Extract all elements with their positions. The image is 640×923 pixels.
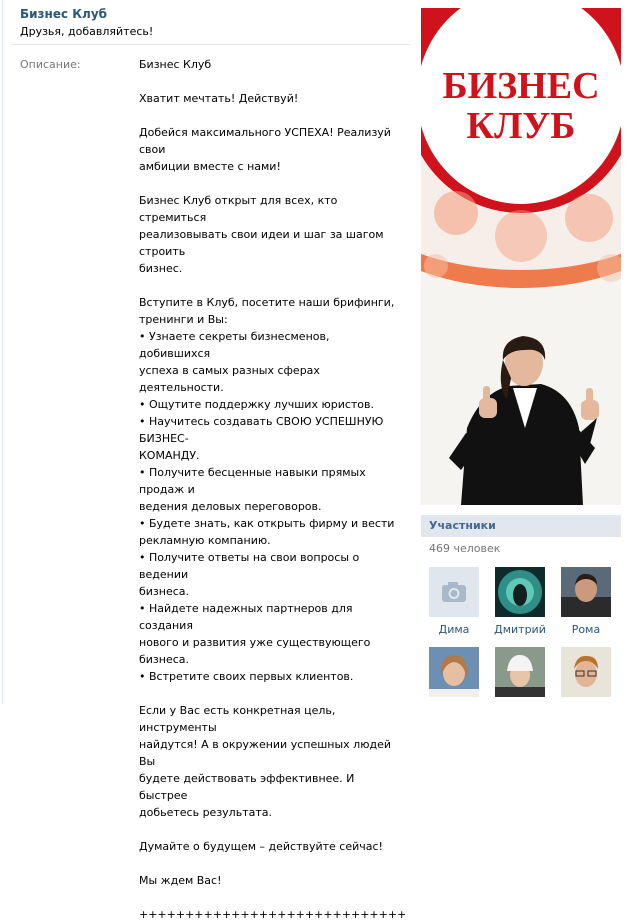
description-line (139, 175, 399, 192)
description-line: добьетесь результата. (139, 806, 272, 819)
page-title[interactable]: Бизнес Клуб (20, 7, 108, 21)
avatar[interactable] (561, 647, 611, 697)
description-line: найдутся! А в окружении успешных людей Вы (139, 738, 395, 768)
description-line: • Узнаете секреты бизнесменов, добившихся (139, 330, 333, 360)
divider (12, 44, 410, 45)
members-grid (421, 567, 621, 713)
description-line (139, 107, 399, 124)
member-item[interactable] (421, 567, 487, 637)
member-photo (495, 567, 545, 617)
description-line: нового и развития уже существующего бизнеса. (139, 636, 374, 666)
description-line: успеха в самых разных сферах деятельности. (139, 364, 324, 394)
member-name[interactable]: Дима (438, 623, 470, 636)
description-line: бизнес. (139, 262, 183, 275)
group-header (20, 6, 153, 40)
description-line: • Получите бесценные навыки прямых продаж и (139, 466, 370, 496)
description-line: Бизнес Клуб открыт для всех, кто стремиться (139, 194, 341, 224)
description-line: • Научитесь создавать СВОЮ УСПЕШНУЮ БИЗНЕС- (139, 415, 387, 445)
description-line: • Встретите своих первых клиентов. (139, 670, 354, 683)
group-banner-image[interactable] (421, 8, 621, 505)
member-photo (495, 647, 545, 697)
avatar[interactable] (561, 567, 611, 617)
description-line: реализовывать свои идеи и шаг за шагом строить (139, 228, 388, 258)
description-line (139, 821, 399, 838)
description-line (139, 855, 399, 872)
description-line: • Ощутите поддержку лучших юристов. (139, 398, 375, 411)
members-count: 469 человек (429, 542, 501, 555)
members-heading[interactable]: Участники (421, 515, 621, 537)
member-photo (561, 647, 611, 697)
description-line: бизнеса. (139, 585, 190, 598)
description-line (139, 277, 399, 294)
description-line: • Найдете надежных партнеров для создания (139, 602, 357, 632)
description-line (139, 685, 399, 702)
banner-title-line2: КЛУБ (466, 105, 576, 147)
description-line: будете действовать эффективнее. И быстрее (139, 772, 358, 802)
member-photo (561, 567, 611, 617)
member-item[interactable] (487, 567, 553, 637)
description-line: Бизнес Клуб (139, 58, 212, 71)
description-line: КОМАНДУ. (139, 449, 200, 462)
description-label: Описание: (20, 58, 81, 71)
member-item[interactable] (421, 647, 487, 703)
member-item[interactable] (553, 647, 619, 703)
avatar[interactable] (429, 567, 479, 617)
description-line (139, 889, 399, 906)
description-line: рекламную компанию. (139, 534, 271, 547)
member-name[interactable]: Дмитрий (494, 623, 546, 636)
member-photo (429, 647, 479, 697)
member-name[interactable]: Рома (571, 623, 601, 636)
description-line: +++++++++++++++++++++++++++++ (139, 908, 407, 921)
description-line: Добейся максимального УСПЕХА! Реализуй свои (139, 126, 395, 156)
avatar[interactable] (429, 647, 479, 697)
description-line: амбиции вместе с нами! (139, 160, 281, 173)
group-status: Друзья, добавляйтесь! (20, 25, 154, 38)
description-line: Думайте о будущем – действуйте сейчас! (139, 840, 383, 853)
right-column (421, 8, 621, 713)
description-text (139, 56, 407, 923)
description-line: ведения деловых переговоров. (139, 500, 322, 513)
description-line: • Будете знать, как открыть фирму и вести (139, 517, 395, 530)
banner-artwork (421, 8, 621, 505)
description-line: Если у Вас есть конкретная цель, инструменты (139, 704, 339, 734)
description-line: • Получите ответы на свои вопросы о ведении (139, 551, 363, 581)
member-item[interactable] (487, 647, 553, 703)
member-item[interactable] (553, 567, 619, 637)
avatar[interactable] (495, 647, 545, 697)
camera-placeholder-icon (429, 567, 479, 617)
description-line: тренинги и Вы: (139, 313, 228, 326)
banner-title-line1: БИЗНЕС (442, 65, 600, 107)
avatar[interactable] (495, 567, 545, 617)
description-line: Мы ждем Вас! (139, 874, 222, 887)
page-border (2, 0, 3, 704)
description-line: Хватит мечтать! Действуй! (139, 92, 299, 105)
description-line: Вступите в Клуб, посетите наши брифинги, (139, 296, 395, 309)
description-line (139, 73, 399, 90)
